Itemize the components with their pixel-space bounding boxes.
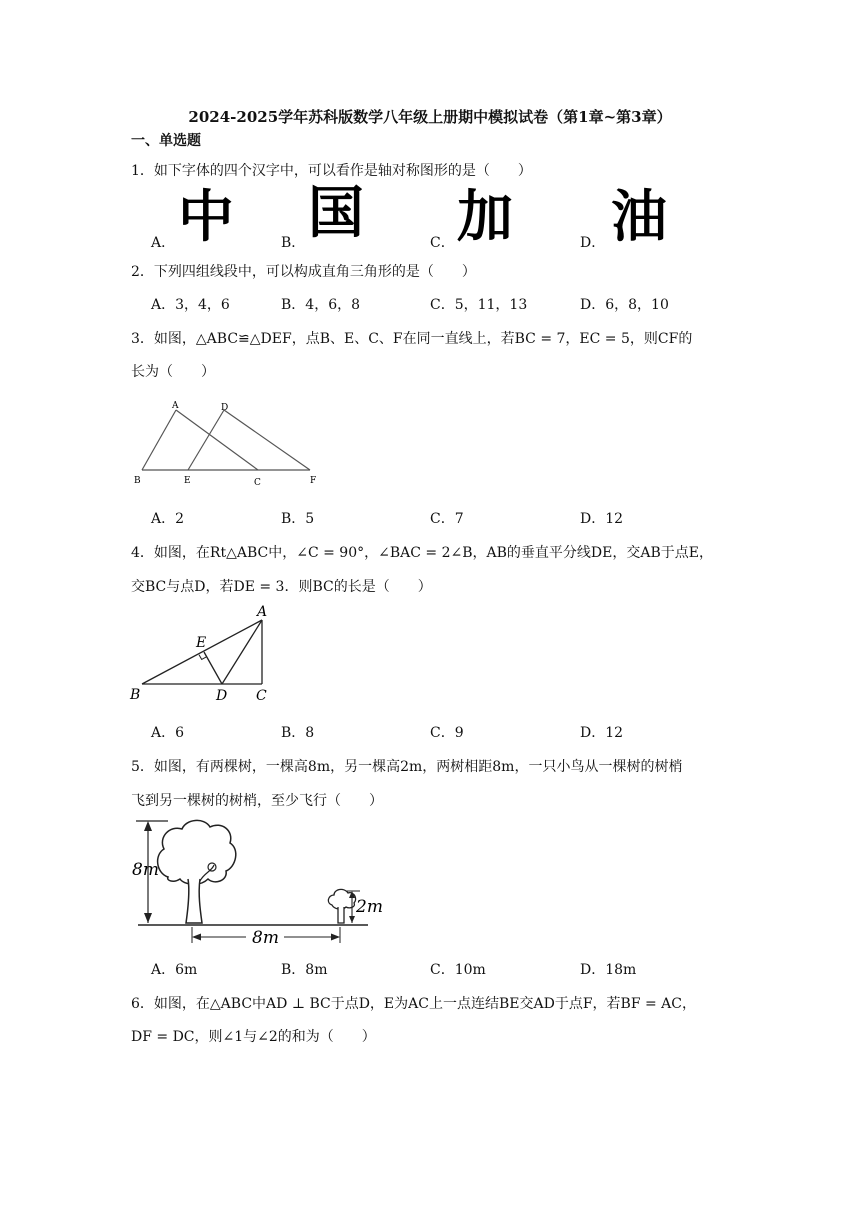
q3-option-b[interactable]: B．5	[281, 511, 315, 527]
question-5-text: 5．如图，有两棵树，一棵高8m，另一棵高2m，两树相距8m，一只小鸟从一棵树的树梢	[131, 759, 683, 775]
q1-option-c[interactable]: C．	[430, 235, 455, 251]
q2-option-a[interactable]: A．3，4，6	[151, 297, 230, 313]
q3-option-a[interactable]: A．2	[151, 511, 185, 527]
q3-label-e: E	[184, 476, 191, 486]
q5-trees-figure	[128, 815, 398, 950]
q1-char-jia: 加	[457, 185, 513, 250]
q1-char-you: 油	[611, 185, 667, 250]
question-5-text-cont: 飞到另一棵树的树梢，至少飞行（ ）	[131, 793, 383, 809]
question-4-text: 4．如图，在Rt△ABC中，∠C = 90°，∠BAC = 2∠B，AB的垂直平分线DE，交AB于点E，	[131, 545, 713, 561]
q3-label-b: B	[134, 476, 141, 486]
question-3-text: 3．如图，△ABC≌△DEF，点B、E、C、F在同一直线上，若BC = 7，EC = 5，则CF的	[131, 331, 693, 347]
q5-option-b[interactable]: B．8m	[281, 962, 328, 978]
q1-option-a[interactable]: A．	[151, 235, 176, 251]
q5-label-right-height: 2m	[356, 897, 383, 917]
question-6-text-cont: DF = DC，则∠1与∠2的和为（ ）	[131, 1029, 376, 1045]
q4-label-b: B	[130, 687, 141, 703]
q3-option-c[interactable]: C．7	[430, 511, 464, 527]
q3-label-a: A	[172, 401, 179, 411]
question-3-text-cont: 长为（ ）	[131, 364, 215, 380]
q5-option-c[interactable]: C．10m	[430, 962, 486, 978]
q4-option-c[interactable]: C．9	[430, 725, 464, 741]
q4-label-c: C	[256, 688, 267, 704]
q4-option-a[interactable]: A．6	[151, 725, 185, 741]
q5-label-left-height: 8m	[132, 860, 159, 880]
q5-option-d[interactable]: D．18m	[580, 962, 637, 978]
q5-option-a[interactable]: A．6m	[151, 962, 198, 978]
question-1-text: 1．如下字体的四个汉字中，可以看作是轴对称图形的是（ ）	[131, 163, 532, 179]
q3-label-f: F	[310, 476, 317, 486]
q1-option-d[interactable]: D．	[580, 235, 606, 251]
q4-option-d[interactable]: D．12	[580, 725, 624, 741]
q2-option-c[interactable]: C．5，11，13	[430, 297, 528, 313]
question-4-text-cont: 交BC与点D，若DE = 3．则BC的长是（ ）	[131, 579, 432, 595]
q4-label-e: E	[196, 635, 207, 651]
q4-right-triangle-figure	[126, 604, 286, 704]
q1-char-zhong: 中	[178, 185, 234, 250]
question-6-text: 6．如图，在△ABC中AD ⊥ BC于点D，E为AC上一点连结BE交AD于点F，若BF = AC，	[131, 996, 696, 1012]
q1-char-guo: 国	[308, 181, 364, 246]
q5-label-distance: 8m	[252, 928, 279, 948]
q4-label-a: A	[257, 604, 268, 620]
question-2-text: 2．下列四组线段中，可以构成直角三角形的是（ ）	[131, 264, 476, 280]
q3-label-d: D	[221, 403, 229, 413]
section-heading: 一、单选题	[131, 133, 201, 149]
q2-option-d[interactable]: D．6，8，10	[580, 297, 669, 313]
q4-option-b[interactable]: B．8	[281, 725, 315, 741]
q1-option-b[interactable]: B．	[281, 235, 306, 251]
q4-label-d: D	[216, 688, 228, 704]
q3-triangle-figure	[128, 398, 328, 488]
page-title: 2024-2025学年苏科版数学八年级上册期中模拟试卷（第1章~第3章）	[188, 108, 672, 126]
q2-option-b[interactable]: B．4，6，8	[281, 297, 361, 313]
q3-option-d[interactable]: D．12	[580, 511, 624, 527]
q3-label-c: C	[254, 478, 261, 488]
